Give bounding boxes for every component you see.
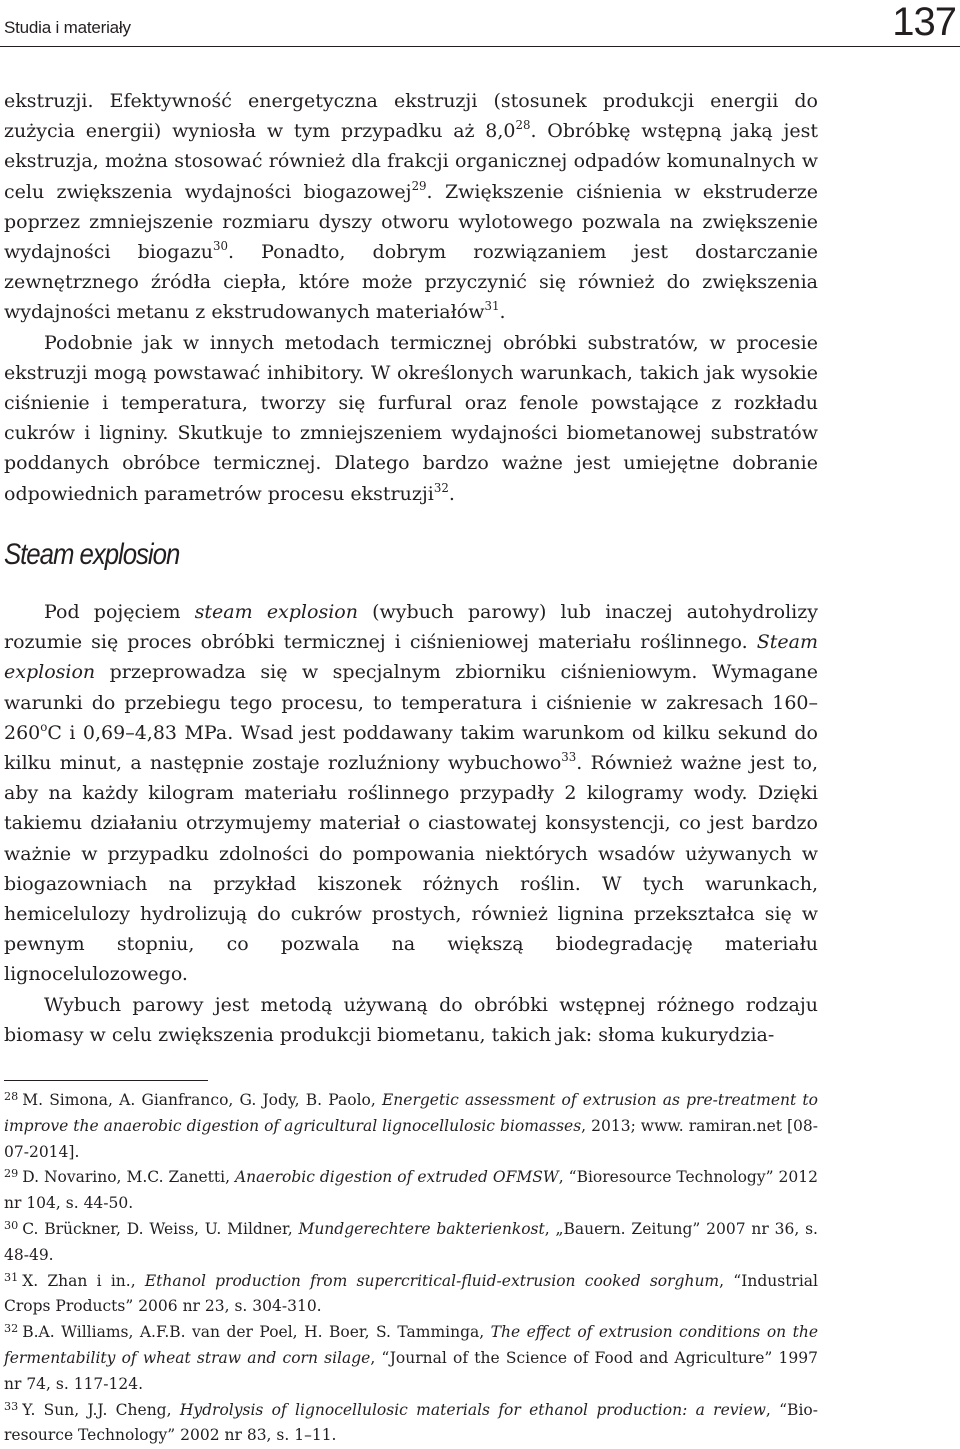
paragraph-1 <box>4 86 818 328</box>
footnote-authors: B.A. Williams, A.F.B. van der Poel, H. Boer, S. Tamminga, <box>22 1323 491 1342</box>
footnote-title: The effect of extrusion conditions on the fermentability of wheat straw and corn silage <box>4 1323 818 1367</box>
footnote-source: , “Bioresource Technology” 2012 nr 104, s. 44-50. <box>4 1168 818 1213</box>
running-title: Studia i materiały <box>4 18 131 37</box>
text-span: . Również ważne jest to, aby na każdy kilogram materiału roślinnego przypadły 2 kilogramy wody. Dzięki takiemu działaniu otrzymujemy materiał o ciastowatej konsystencji, co jest bardzo ważnie w przypadku zdolności do pompowania niektórych wsadów używanych w biogazowniach na przykład kiszonek różnych roślin. W tych warunkach, hemicelulozy hydrolizują do cukrów prostych, również lignina przekształca się w pewnym stopniu, co pozwala na większą biodegradację materiału lignocelulozowego. <box>4 752 818 986</box>
footnote-31 <box>4 1269 818 1321</box>
text-span: Pod pojęciem <box>44 601 195 623</box>
paragraph-3 <box>4 597 818 990</box>
text-span: . Zwiększenie ciśnienia w ekstruderze poprzez zmniejszenie rozmiaru dyszy otworu wylotowego pozwala na zwiększenie wydajności biogazu <box>4 180 819 264</box>
footnote-29 <box>4 1165 818 1217</box>
paragraph-4 <box>4 990 818 1050</box>
text-span: . <box>499 301 506 324</box>
footnote-authors: C. Brückner, D. Weiss, U. Mildner, <box>22 1219 299 1238</box>
footnote-number: 29 <box>4 1167 19 1181</box>
section-heading: Steam explosion <box>4 538 180 571</box>
footnote-title: Anaerobic digestion of extruded OFMSW <box>234 1168 559 1187</box>
footnote-source: , “Bioresource Technology” 2002 nr 83, s. 1–11. <box>4 1400 818 1445</box>
italic-term: Steam explosion <box>4 631 818 684</box>
footnotes <box>4 1088 818 1449</box>
text-span: . <box>448 482 455 505</box>
page-number: 137 <box>892 0 956 44</box>
footnote-ref-33[interactable]: 33 <box>561 749 577 764</box>
footnote-number: 28 <box>4 1089 19 1103</box>
paragraph-2 <box>4 328 818 509</box>
text-span: przeprowadza się w specjalnym zbiorniku ciśnieniowym. Wymagane warunki do przebiegu tego procesu, to temperatura i ciśnienie w zakresach 160–260 <box>4 661 818 744</box>
text-span: ekstruzji. Efektywność energetyczna ekstruzji (stosunek produkcji energii do zużycia energii) wyniosła w tym przypadku aż 8,0 <box>4 90 818 143</box>
footnote-ref-32[interactable]: 32 <box>433 480 449 495</box>
footnote-source: , “Journal of the Science of Food and Agriculture” 1997 nr 74, s. 117-124. <box>4 1348 818 1393</box>
text-span: . Ponadto, dobrym rozwiązaniem jest dostarczanie zewnętrznego źródła ciepła, które może przyczynić się również do zwiększenia wydajności metanu z ekstrudowanych materiałów <box>4 241 818 324</box>
text-span: (wybuch parowy) lub inaczej autohydrolizy rozumie się proces obróbki termicznej i ciśnieniowej materiału roślinnego. <box>4 601 818 654</box>
text-span: C i 0,69–4,83 MPa. Wsad jest poddawany takim warunkom od kilku sekund do kilku minut, a następnie zostaje rozluźniony wybuchowo <box>4 721 818 775</box>
footnote-number: 33 <box>4 1399 19 1413</box>
footnote-32 <box>4 1320 818 1397</box>
footnote-ref-31[interactable]: 31 <box>484 299 500 314</box>
text-span: Podobnie jak w innych metodach termicznej obróbki substratów, w procesie ekstruzji mogą powstawać inhibitory. W określonych warunkach, takich jak wysokie ciśnienie i temperatura, tworzy się furfural oraz fenole powstające z rozkładu cukrów i ligniny. Skutkuje to zmniejszeniem wydajności biometanowej substratów poddanych obróbce termicznej. Dlatego bardzo ważne jest umiejętne dobranie odpowiednich parametrów procesu ekstruzji <box>4 331 818 505</box>
body-text-lower <box>4 597 818 1050</box>
footnote-title: Hydrolysis of lignocellulosic materials for ethanol production: a review <box>179 1400 766 1419</box>
footnote-ref-28[interactable]: 28 <box>515 117 531 132</box>
footnote-number: 31 <box>4 1270 19 1284</box>
footnote-source: , “Industrial Crops Products” 2006 nr 23, s. 304-310. <box>4 1271 818 1316</box>
footnote-authors: X. Zhan i in., <box>22 1271 145 1290</box>
degree-sign: o <box>40 719 48 734</box>
page-header <box>0 0 960 48</box>
footnote-title: Energetic assessment of extrusion as pre-treatment to improve the anaerobic digestion of agricultural lignocellulosic biomasses <box>4 1091 818 1135</box>
footnote-title: Ethanol production from supercritical-fluid-extrusion cooked sorghum <box>144 1271 720 1290</box>
footnote-title: Mundgerechtere bakterienkost <box>298 1219 545 1238</box>
italic-term: steam explosion <box>194 601 358 623</box>
footnote-number: 30 <box>4 1218 19 1232</box>
footnote-28 <box>4 1088 818 1165</box>
header-rule <box>0 46 960 47</box>
footnote-ref-29[interactable]: 29 <box>411 178 427 193</box>
footnote-authors: M. Simona, A. Gianfranco, G. Jody, B. Paolo, <box>22 1091 382 1109</box>
text-span: Wybuch parowy jest metodą używaną do obróbki wstępnej różnego rodzaju biomasy w celu zwiększenia produkcji biometanu, takich jak: słoma kukurydzia- <box>4 993 818 1046</box>
text-span: . Obróbkę wstępną jaką jest ekstruzja, można stosować również dla frakcji organicznej odpadów komunalnych w celu zwiększenia wydajności biogazowej <box>4 120 818 203</box>
footnote-30 <box>4 1217 818 1269</box>
footnote-source: , „Bauern. Zeitung” 2007 nr 36, s. 48-49. <box>4 1219 818 1264</box>
footnote-source: , 2013; www. ramiran.net [08-07-2014]. <box>4 1116 819 1161</box>
footnote-number: 32 <box>4 1322 19 1336</box>
footnote-ref-30[interactable]: 30 <box>213 238 229 253</box>
body-text-upper <box>4 86 818 509</box>
footnote-33 <box>4 1398 818 1449</box>
footnote-authors: D. Novarino, M.C. Zanetti, <box>22 1168 235 1187</box>
footnote-rule <box>4 1080 208 1081</box>
footnote-authors: Y. Sun, J.J. Cheng, <box>22 1400 180 1419</box>
